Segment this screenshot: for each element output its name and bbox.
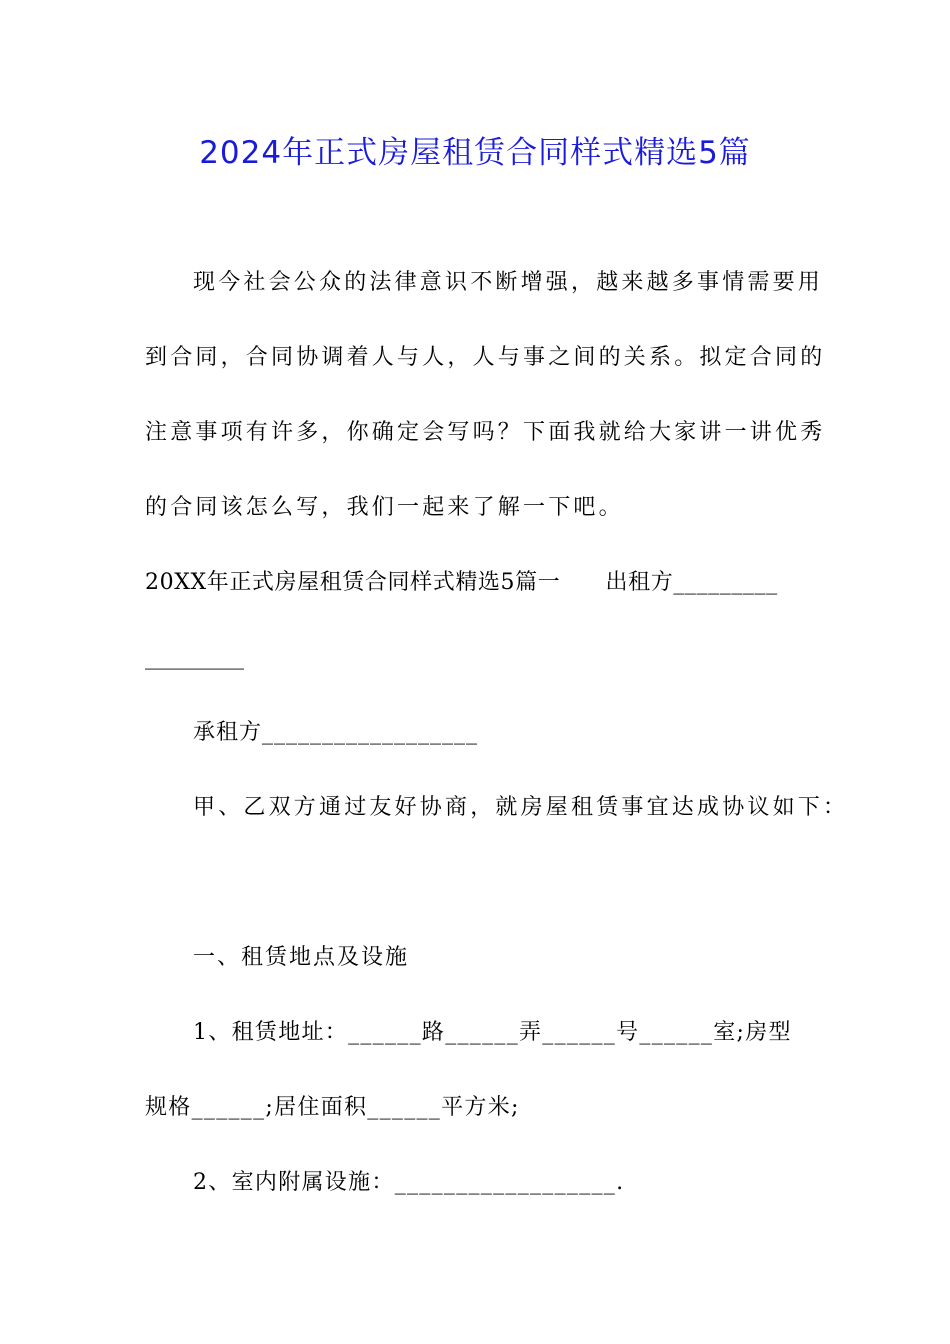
lessor-blank-continuation: _________ [145, 645, 244, 670]
agreement-statement: 甲、乙双方通过友好协商，就房屋租赁事宜达成协议如下： [193, 795, 849, 820]
clause-1-line-1: 1、租赁地址：______路______弄______号______室;房型 [193, 1020, 792, 1045]
document-title: 2024年正式房屋租赁合同样式精选5篇 [199, 135, 751, 171]
intro-line-1: 现今社会公众的法律意识不断增强，越来越多事情需要用 [193, 270, 824, 295]
intro-line-3: 注意事项有许多，你确定会写吗？下面我就给大家讲一讲优秀 [145, 420, 826, 445]
clause-1-line-2: 规格______;居住面积______平方米; [145, 1095, 520, 1120]
intro-line-2: 到合同，合同协调着人与人，人与事之间的关系。拟定合同的 [145, 345, 826, 370]
contract-heading-line: 20XX年正式房屋租赁合同样式精选5篇一 出租方_________ [145, 570, 778, 595]
clause-2-line: 2、室内附属设施：__________________. [193, 1170, 625, 1195]
intro-line-4: 的合同该怎么写，我们一起来了解一下吧。 [145, 495, 624, 520]
section-heading-1: 一、租赁地点及设施 [193, 945, 410, 970]
lessee-line: 承租方__________________ [193, 720, 479, 745]
